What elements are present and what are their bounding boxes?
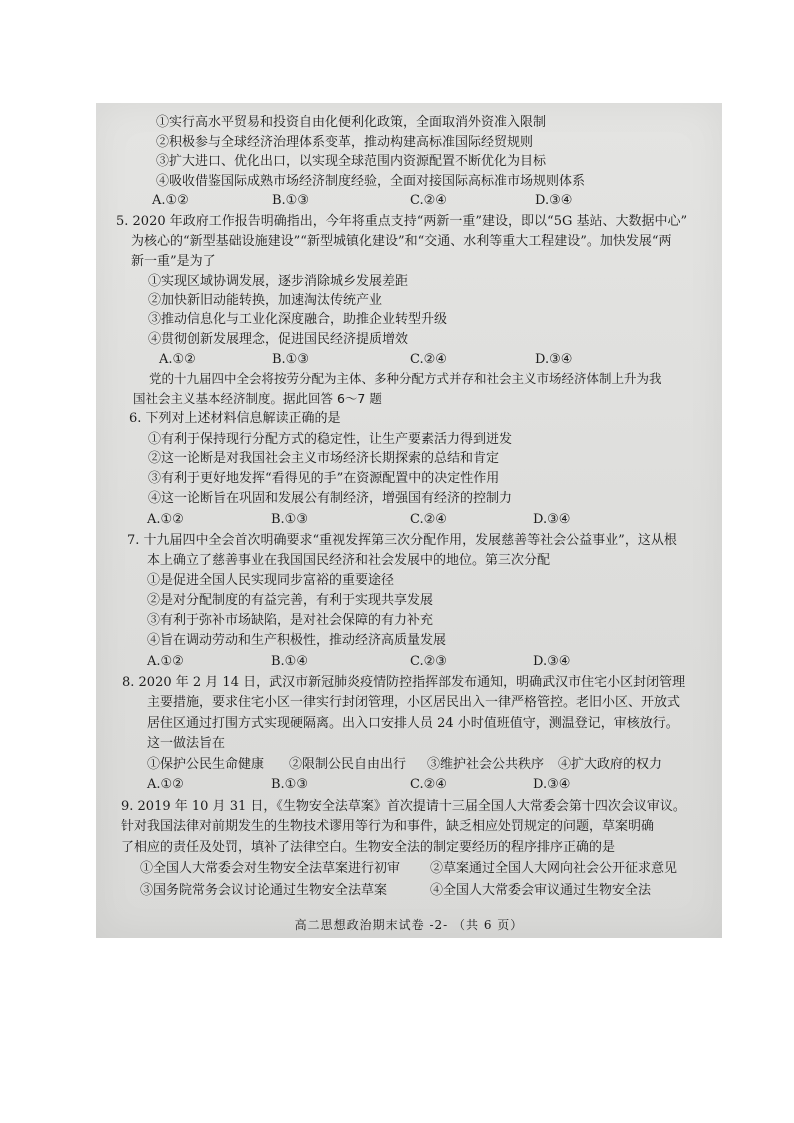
q4-option-a: A.①② bbox=[152, 193, 189, 208]
exam-content bbox=[96, 103, 722, 938]
q8-option-d: D.③④ bbox=[533, 777, 571, 792]
q8-stem-line-3: 居住区通过打围方式实现硬隔离。出入口安排人员 24 小时值班值守，测温登记，审核放行。 bbox=[147, 716, 679, 731]
q4-item-2: ②积极参与全球经济治理体系变革，推动构建高标准国际经贸规则 bbox=[156, 135, 534, 150]
q6-option-c: C.②④ bbox=[410, 512, 447, 527]
q5-item-4: ④贯彻创新发展理念，促进国民经济提质增效 bbox=[148, 332, 409, 347]
q8-item-4: ④扩大政府的权力 bbox=[558, 757, 663, 772]
q6-option-b: B.①③ bbox=[271, 512, 308, 527]
q6-option-a: A.①② bbox=[147, 512, 184, 527]
q6-item-1: ①有利于保持现行分配方式的稳定性，让生产要素活力得到迸发 bbox=[148, 432, 513, 447]
q5-stem-line-2: 为核心的“新型基础设施建设”“新型城镇化建设”和“交通、水利等重大工程建设”。加快发展“两 bbox=[131, 234, 672, 249]
q5-option-c: C.②④ bbox=[410, 352, 447, 367]
q4-item-4: ④吸收借鉴国际成熟市场经济制度经验，全面对接国际高标准市场规则体系 bbox=[156, 174, 586, 189]
exam-page-photo bbox=[96, 103, 722, 938]
q4-option-b: B.①③ bbox=[272, 193, 309, 208]
q8-option-b: B.①③ bbox=[271, 777, 308, 792]
q4-option-d: D.③④ bbox=[535, 193, 573, 208]
q6-item-2: ②这一论断是对我国社会主义市场经济长期探索的总结和肯定 bbox=[148, 451, 500, 466]
q7-item-4: ④旨在调动劳动和生产积极性，推动经济高质量发展 bbox=[147, 633, 447, 648]
q5-item-2: ②加快新旧动能转换，加速淘汰传统产业 bbox=[148, 293, 383, 308]
q9-stem-line-3: 了相应的责任及处罚，填补了法律空白。生物安全法的制定要经历的程序排序正确的是 bbox=[121, 840, 616, 855]
q6-stem: 6. 下列对上述材料信息解读正确的是 bbox=[129, 411, 341, 426]
material-line-1: 党的十九届四中全会将按劳分配为主体、多种分配方式并存和社会主义市场经济体制上升为我 bbox=[149, 371, 662, 386]
q4-item-1: ①实行高水平贸易和投资自由化便利化政策，全面取消外资准入限制 bbox=[156, 115, 547, 130]
q9-stem-line-1: 9. 2019 年 10 月 31 日，《生物安全法草案》首次提请十三届全国人大常委会第十四次会议审议。 bbox=[121, 799, 686, 814]
q5-option-a: A.①② bbox=[159, 352, 196, 367]
q7-stem-line-1: 7. 十九届四中全会首次明确要求“重视发挥第三次分配作用，发展慈善等社会公益事业”，这从根 bbox=[127, 533, 677, 548]
q7-option-c: C.②③ bbox=[410, 654, 447, 669]
q9-item-2: ②草案通过全国人大网向社会公开征求意见 bbox=[430, 861, 678, 876]
q8-item-1: ①保护公民生命健康 bbox=[147, 757, 265, 772]
q9-item-1: ①全国人大常委会对生物安全法草案进行初审 bbox=[140, 861, 401, 876]
q6-item-4: ④这一论断旨在巩固和发展公有制经济，增强国有经济的控制力 bbox=[148, 491, 513, 506]
q7-item-3: ③有利于弥补市场缺陷，是对社会保障的有力补充 bbox=[147, 613, 434, 628]
q8-option-a: A.①② bbox=[147, 777, 184, 792]
q7-item-2: ②是对分配制度的有益完善，有利于实现共享发展 bbox=[147, 593, 434, 608]
q7-option-a: A.①② bbox=[147, 654, 184, 669]
q5-stem-line-3: 新一重”是为了 bbox=[131, 254, 216, 269]
q7-option-b: B.①④ bbox=[271, 654, 308, 669]
q4-item-3: ③扩大进口、优化出口，以实现全球范围内资源配置不断优化为目标 bbox=[156, 154, 547, 169]
q9-item-4: ④全国人大常委会审议通过生物安全法 bbox=[430, 883, 652, 898]
q5-stem-line-1: 5. 2020 年政府工作报告明确指出，今年将重点支持“两新一重”建设，即以“5G 基站、大数据中心” bbox=[116, 214, 688, 229]
q6-item-3: ③有利于更好地发挥“看得见的手”在资源配置中的决定性作用 bbox=[148, 471, 500, 486]
q8-stem-line-2: 主要措施，要求住宅小区一律实行封闭管理，小区居民出入一律严格管控。老旧小区、开放式 bbox=[147, 695, 681, 710]
q8-stem-line-4: 这一做法旨在 bbox=[147, 736, 226, 751]
q9-stem-line-2: 针对我国法律对前期发生的生物技术谬用等行为和事件，缺乏相应处罚规定的问题，草案明确 bbox=[121, 819, 655, 834]
q7-item-1: ①是促进全国人民实现同步富裕的重要途径 bbox=[147, 573, 395, 588]
q7-option-d: D.③④ bbox=[533, 654, 571, 669]
q5-item-1: ①实现区域协调发展，逐步消除城乡发展差距 bbox=[148, 274, 409, 289]
q5-option-b: B.①③ bbox=[272, 352, 309, 367]
q6-option-d: D.③④ bbox=[533, 512, 571, 527]
q8-item-2: ②限制公民自由出行 bbox=[289, 757, 407, 772]
q8-item-3: ③维护社会公共秩序 bbox=[427, 757, 545, 772]
q8-option-c: C.②④ bbox=[410, 777, 447, 792]
q4-option-c: C.②④ bbox=[410, 193, 447, 208]
q5-option-d: D.③④ bbox=[535, 352, 573, 367]
q5-item-3: ③推动信息化与工业化深度融合，助推企业转型升级 bbox=[148, 312, 448, 327]
q7-stem-line-2: 本上确立了慈善事业在我国国民经济和社会发展中的地位。第三次分配 bbox=[147, 553, 551, 568]
q9-item-3: ③国务院常务会议讨论通过生物安全法草案 bbox=[140, 883, 388, 898]
page-footer: 高二思想政治期末试卷 -2- （共 6 页） bbox=[294, 918, 524, 932]
material-line-2: 国社会主义基本经济制度。据此回答 6～7 题 bbox=[133, 391, 382, 406]
q8-stem-line-1: 8. 2020 年 2 月 14 日，武汉市新冠肺炎疫情防控指挥部发布通知，明确武汉市住宅小区封闭管理 bbox=[122, 675, 686, 690]
